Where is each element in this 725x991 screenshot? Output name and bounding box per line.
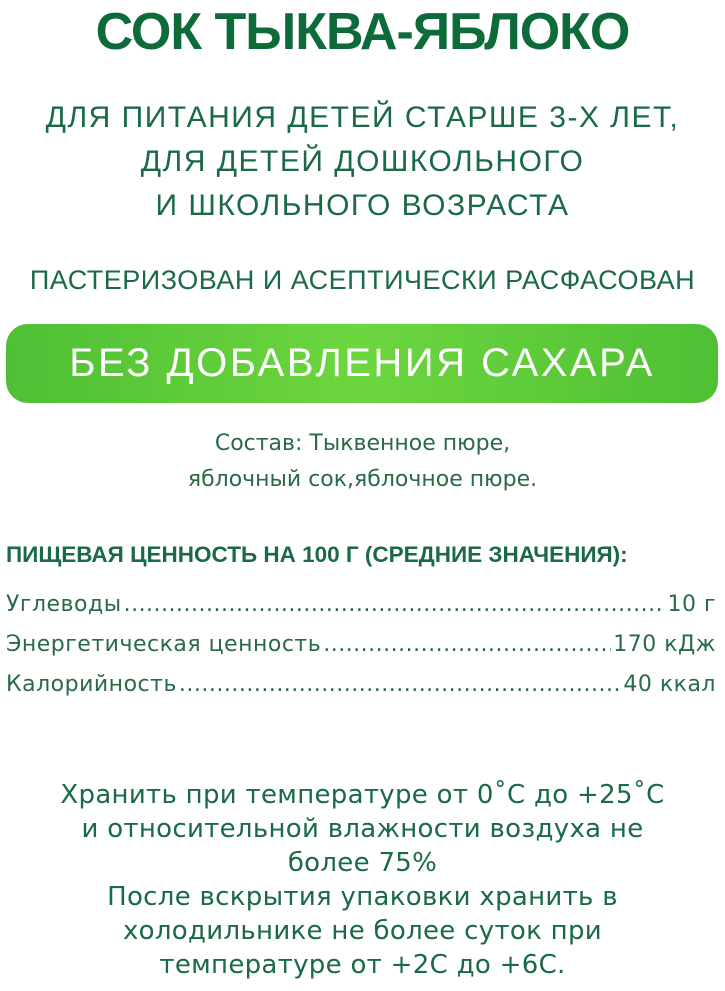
leader-dots	[323, 632, 611, 657]
composition-line: Состав: Тыквенное пюре,	[214, 431, 511, 456]
banner-text: БЕЗ ДОБАВЛЕНИЯ САХАРА	[69, 341, 655, 385]
nutrition-row	[6, 632, 716, 672]
product-title: СОК ТЫКВА-ЯБЛОКО	[95, 3, 630, 61]
composition	[0, 426, 725, 498]
storage-line: После вскрытия упаковки хранить в	[107, 882, 618, 912]
leader-dots	[179, 672, 621, 697]
nutrition-table	[6, 592, 716, 712]
nutrient-value: 10 г	[667, 592, 716, 617]
no-sugar-banner	[6, 324, 718, 403]
storage-conditions	[0, 778, 725, 982]
subtitle-line: И ШКОЛЬНОГО ВОЗРАСТА	[155, 189, 570, 222]
nutrient-value: 40 ккал	[623, 672, 716, 697]
nutrient-label: Энергетическая ценность	[6, 632, 322, 657]
subtitle-line: ДЛЯ ДЕТЕЙ ДОШКОЛЬНОГО	[140, 145, 585, 178]
storage-line: более 75%	[287, 848, 438, 878]
storage-line: Хранить при температуре от 0˚С до +25˚С	[60, 780, 665, 810]
nutrition-row	[6, 672, 716, 712]
nutrient-label: Углеводы	[6, 592, 122, 617]
nutrition-heading: ПИЩЕВАЯ ЦЕННОСТЬ НА 100 Г (СРЕДНИЕ ЗНАЧЕНИЯ):	[6, 542, 628, 567]
age-suitability	[0, 96, 725, 228]
subtitle-line: ДЛЯ ПИТАНИЯ ДЕТЕЙ СТАРШЕ 3-Х ЛЕТ,	[45, 101, 680, 134]
nutrition-row	[6, 592, 716, 632]
nutrient-value: 170 кДж	[613, 632, 716, 657]
storage-line: температуре от +2С до +6С.	[159, 950, 566, 980]
nutrient-label: Калорийность	[6, 672, 177, 697]
storage-line: холодильнике не более суток при	[123, 916, 602, 946]
leader-dots	[124, 592, 666, 617]
processing-note: ПАСТЕРИЗОВАН И АСЕПТИЧЕСКИ РАСФАСОВАН	[29, 265, 696, 295]
storage-line: и относительной влажности воздуха не	[81, 814, 644, 844]
composition-line: яблочный сок,яблочное пюре.	[187, 467, 538, 492]
